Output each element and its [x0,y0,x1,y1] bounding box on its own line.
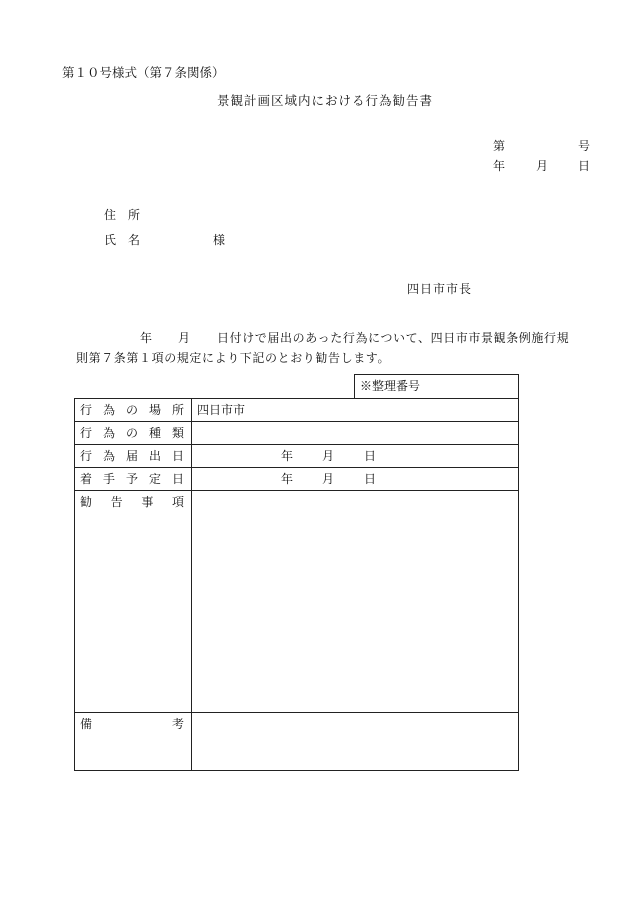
document-title: 景観計画区域内における行為勧告書 [217,93,434,108]
row-label-type: 行 為 の 種 類 [80,426,184,440]
start-date-month: 月 [322,472,335,486]
row-label-notification-date: 行 為 届 出 日 [80,449,184,463]
body-line1: 日付けで届出のあった行為について、四日市市景観条例施行規 [217,331,570,345]
doc-date-year: 年 [493,159,506,173]
notification-date-year: 年 [281,449,294,463]
body-year: 年 [140,331,153,345]
address-label: 住 所 [104,208,141,222]
name-label: 氏 名 [104,233,141,247]
notification-date-month: 月 [322,449,335,463]
ref-number-label: ※整理番号 [360,379,421,393]
sender-title: 四日市市長 [407,282,473,296]
body-line2: 則第７条第１項の規定により下記のとおり勧告します。 [76,351,391,365]
notification-date-day: 日 [364,449,377,463]
start-date-day: 日 [364,472,377,486]
type-value[interactable] [193,423,516,443]
start-date-year: 年 [281,472,294,486]
form-number: 第１０号様式（第７条関係） [62,65,225,80]
row-label-location: 行 為 の 場 所 [80,403,184,417]
doc-number-prefix: 第 [493,139,506,153]
recommendation-value[interactable] [193,492,516,710]
location-value[interactable]: 四日市市 [197,403,246,417]
ref-number-field[interactable] [440,376,516,396]
doc-number-suffix: 号 [578,139,591,153]
row-label-recommendation: 勧 告 事 項 [80,495,184,509]
honorific: 様 [213,233,226,247]
row-label-start-date: 着 手 予 定 日 [80,472,184,486]
doc-date-day: 日 [578,159,591,173]
doc-date-month: 月 [536,159,549,173]
row-label-remarks: 備 考 [80,717,184,731]
remarks-value[interactable] [193,714,516,768]
body-month: 月 [178,331,191,345]
